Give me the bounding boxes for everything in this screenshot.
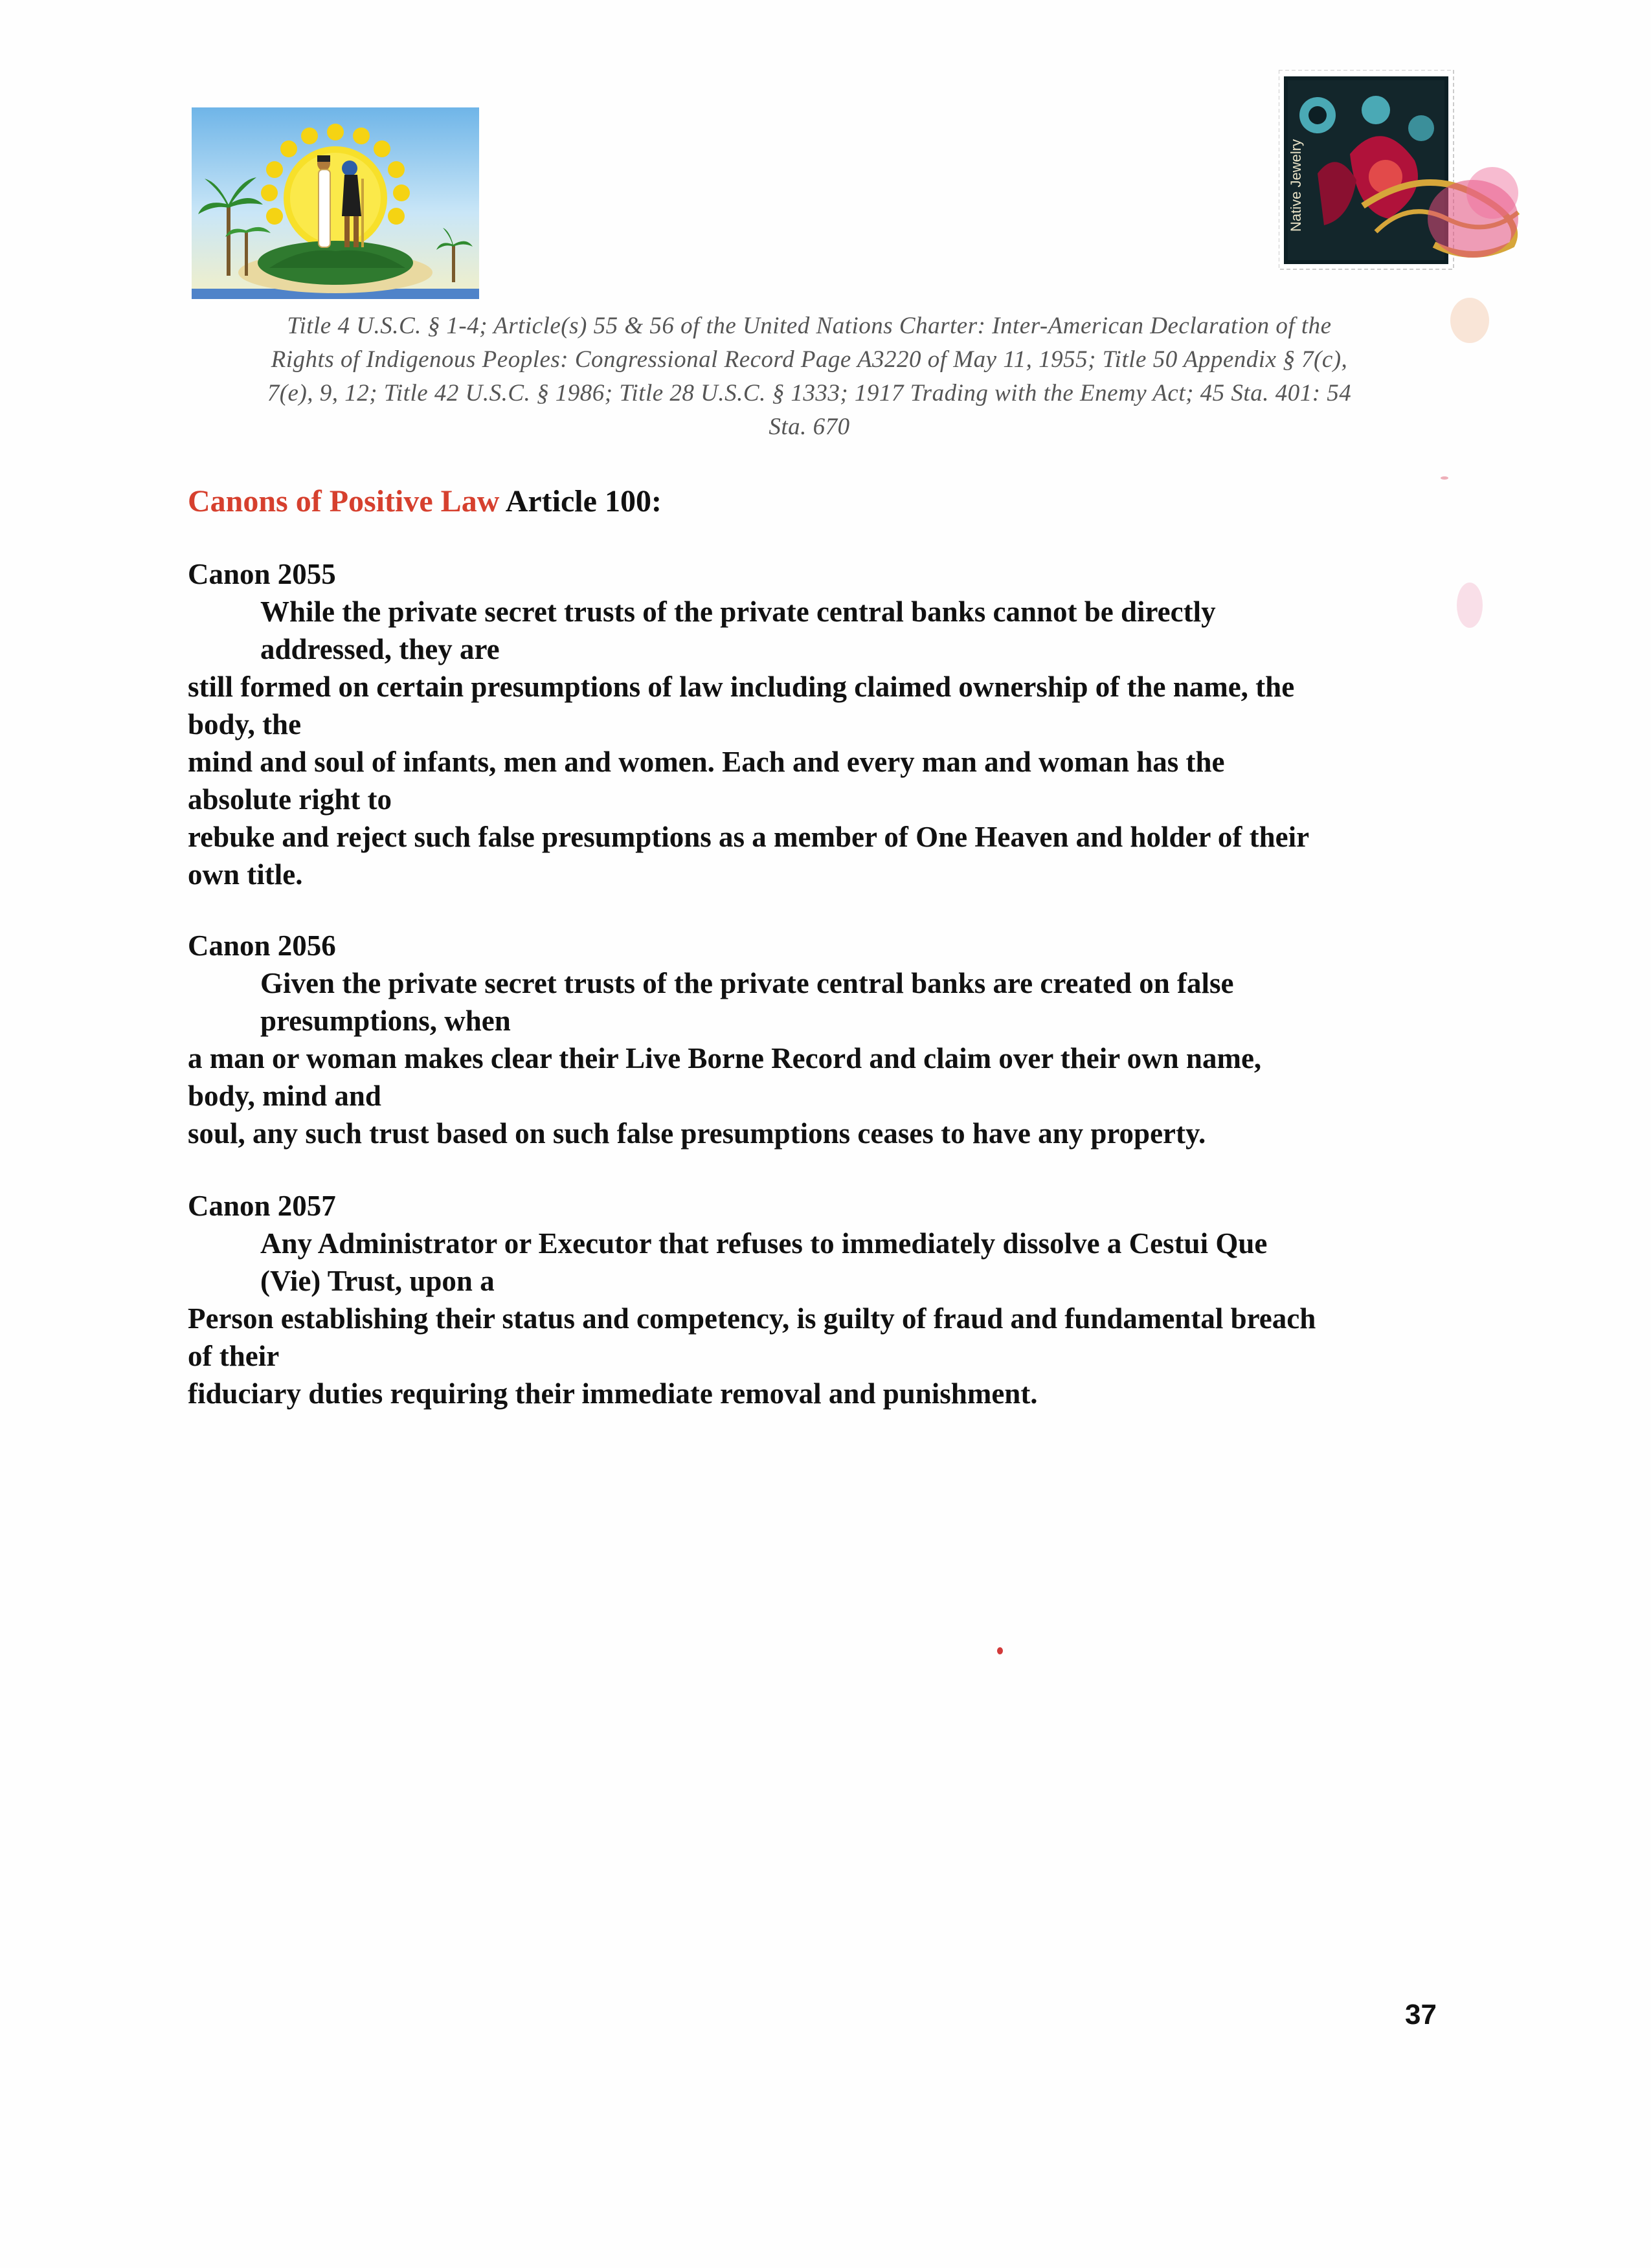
citation-line: Sta. 670 (769, 414, 850, 440)
canon-line: Person establishing their status and competency, is guilty of fraud and fundamental breach (188, 1302, 1316, 1335)
canon-title: Canon 2056 (188, 929, 336, 962)
canon-indent-line: presumptions, when (260, 1005, 511, 1037)
flag-logo (192, 107, 479, 299)
canon-line: absolute right to (188, 783, 392, 816)
canon-line: rebuke and reject such false presumptions as a member of One Heaven and holder of their (188, 821, 1310, 853)
scan-speck (1457, 583, 1483, 628)
stamp-label: Native Jewelry (1288, 139, 1304, 232)
canon-line: soul, any such trust based on such false presumptions ceases to have any property. (188, 1117, 1206, 1150)
canon-line: body, the (188, 708, 302, 740)
canon-title: Canon 2057 (188, 1190, 336, 1222)
scan-speck (1450, 298, 1489, 343)
postage-stamp (1279, 70, 1538, 284)
heading-black-text: Article 100: (499, 484, 662, 518)
canon-line: fiduciary duties requiring their immediate removal and punishment. (188, 1377, 1038, 1410)
scan-speck (1441, 476, 1448, 480)
canon-indent-line: Given the private secret trusts of the private central banks are created on false (260, 967, 1234, 999)
citation-line: 7(e), 9, 12; Title 42 U.S.C. § 1986; Title 28 U.S.C. § 1333; 1917 Trading with the Enemy Act; 45 Sta. 401: 54 (267, 380, 1352, 406)
canon-line: own title. (188, 858, 303, 891)
canon-line: mind and soul of infants, men and women. Each and every man and woman has the (188, 746, 1225, 778)
canon-title: Canon 2055 (188, 558, 336, 590)
citation-line: Rights of Indigenous Peoples: Congressional Record Page A3220 of May 11, 1955; Title 50 Appendix § 7(c), (271, 346, 1348, 373)
canon-2056 (188, 927, 1457, 1152)
canon-indent-line: (Vie) Trust, upon a (260, 1265, 495, 1297)
citation-line: Title 4 U.S.C. § 1-4; Article(s) 55 & 56 of the United Nations Charter: Inter-American Declaration of the (287, 313, 1332, 339)
canon-2057 (188, 1187, 1457, 1412)
page-number: 37 (1405, 1999, 1437, 2030)
canon-line: body, mind and (188, 1080, 381, 1112)
legal-citation (175, 309, 1444, 444)
canon-indent-line: While the private secret trusts of the private central banks cannot be directly (260, 595, 1216, 628)
heading-red-text: Canons of Positive Law (188, 484, 500, 518)
canon-line: a man or woman makes clear their Live Borne Record and claim over their own name, (188, 1042, 1262, 1074)
canon-line: of their (188, 1340, 280, 1372)
canon-line: still formed on certain presumptions of law including claimed ownership of the name, the (188, 671, 1295, 703)
canon-2055 (188, 555, 1457, 893)
canon-indent-line: addressed, they are (260, 633, 500, 665)
scan-speck (997, 1647, 1003, 1654)
canon-indent-line: Any Administrator or Executor that refuses to immediately dissolve a Cestui Que (260, 1227, 1268, 1260)
article-heading (188, 479, 662, 524)
